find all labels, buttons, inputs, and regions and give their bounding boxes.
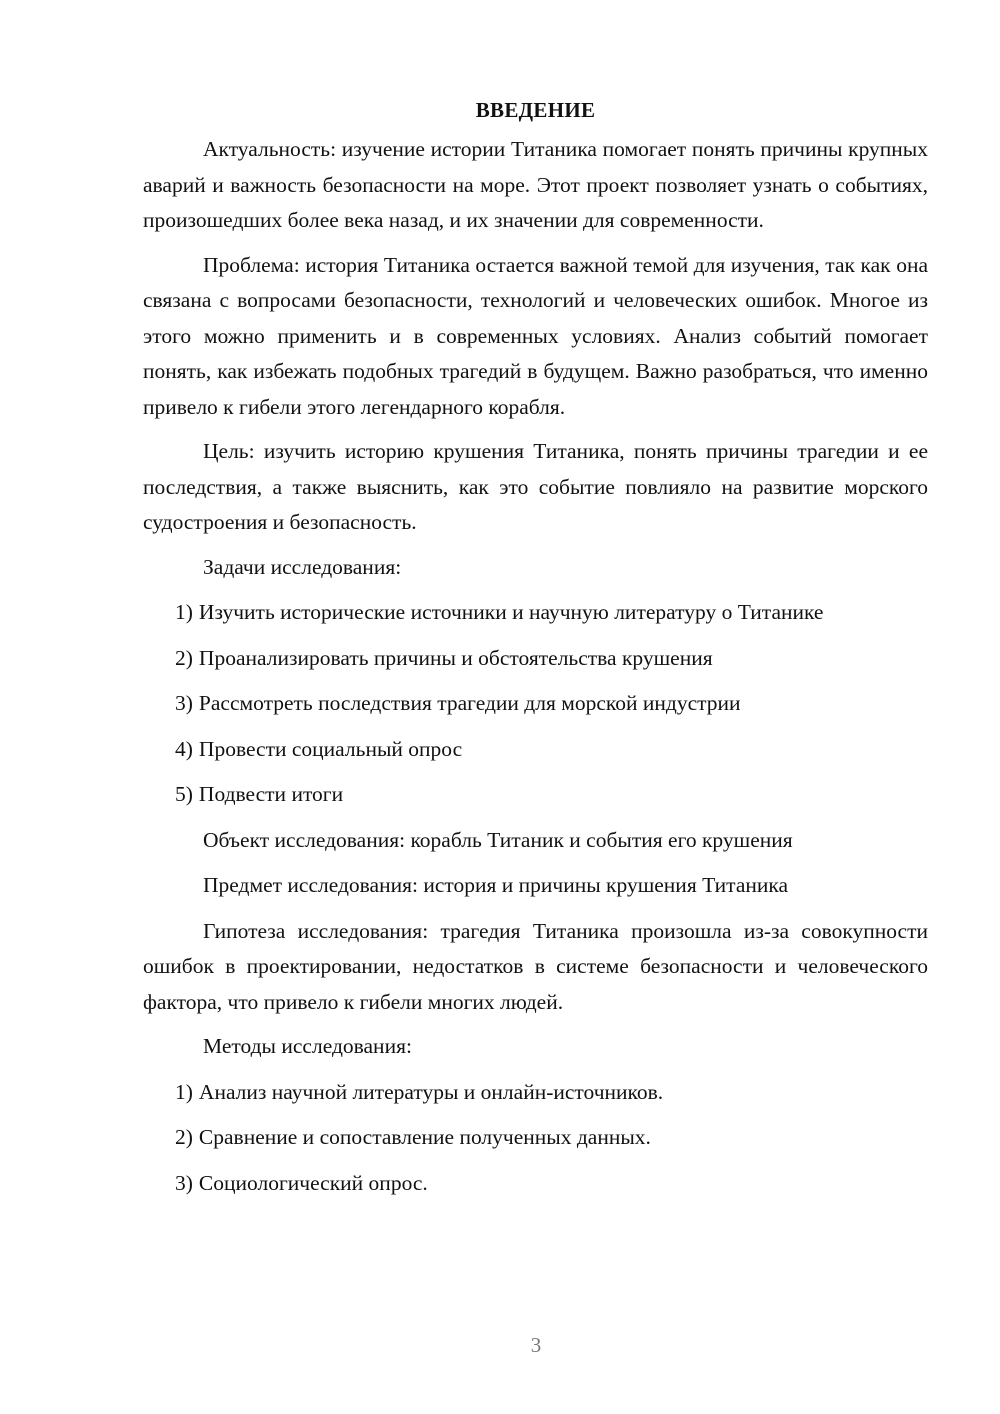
list-item-number: 2) bbox=[175, 1125, 193, 1149]
page-title: ВВЕДЕНИЕ bbox=[475, 98, 596, 122]
list-item-text: Проанализировать причины и обстоятельства крушения bbox=[198, 645, 713, 670]
object-paragraph: Объект исследования: корабль Титаник и события его крушения bbox=[203, 827, 793, 852]
list-item-text: Провести социальный опрос bbox=[198, 736, 463, 761]
list-item-number: 1) bbox=[175, 1079, 193, 1104]
document-page bbox=[143, 92, 928, 1211]
list-item-number: 5) bbox=[175, 782, 193, 806]
list-item bbox=[143, 686, 928, 722]
list-item-text: Социологический опрос. bbox=[198, 1170, 428, 1195]
methods-list bbox=[143, 1075, 928, 1202]
list-item bbox=[143, 732, 928, 768]
list-item bbox=[143, 1120, 928, 1156]
goal-paragraph: Цель: изучить историю крушения Титаника, понять причины трагедии и ее последствия, а также выяснить, как это событие повлияло на развитие морского судостроения и безопасность. bbox=[143, 439, 928, 534]
list-item-text: Рассмотреть последствия трагедии для морской индустрии bbox=[198, 691, 741, 715]
list-item bbox=[143, 641, 928, 677]
list-item-number: 4) bbox=[175, 736, 193, 761]
tasks-heading: Задачи исследования: bbox=[203, 554, 402, 579]
list-item bbox=[143, 1166, 928, 1202]
list-item-text: Сравнение и сопоставление полученных данных. bbox=[198, 1125, 651, 1149]
page-number: 3 bbox=[530, 1333, 542, 1357]
list-item bbox=[143, 1075, 928, 1111]
list-item-text: Анализ научной литературы и онлайн-источников. bbox=[198, 1079, 664, 1104]
tasks-list bbox=[143, 595, 928, 813]
relevance-paragraph: Актуальность: изучение истории Титаника помогает понять причины крупных аварий и важность безопасности на море. Этот проект позволяет узнать о событиях, произошедших более века назад, и их значении для современности. bbox=[143, 137, 928, 232]
list-item-text: Изучить исторические источники и научную литературу о Титанике bbox=[198, 600, 824, 624]
subject-paragraph: Предмет исследования: история и причины крушения Титаника bbox=[203, 873, 789, 897]
list-item-number: 3) bbox=[175, 691, 193, 715]
list-item bbox=[143, 595, 928, 631]
list-item-number: 1) bbox=[175, 600, 193, 624]
list-item bbox=[143, 777, 928, 813]
list-item-text: Подвести итоги bbox=[198, 782, 344, 806]
list-item-number: 3) bbox=[175, 1170, 193, 1195]
methods-heading: Методы исследования: bbox=[203, 1034, 412, 1058]
list-item-number: 2) bbox=[175, 645, 193, 670]
hypothesis-paragraph: Гипотеза исследования: трагедия Титаника произошла из-за совокупности ошибок в проектировании, недостатков в системе безопасности и человеческого фактора, что привело к гибели многих людей. bbox=[143, 918, 928, 1014]
problem-paragraph: Проблема: история Титаника остается важной темой для изучения, так как она связана с вопросами безопасности, технологий и человеческих ошибок. Многое из этого можно применить и в современных условиях. Анализ событий помогает понять, как избежать подобных трагедий в будущем. Важно разобраться, что именно привело к гибели этого легендарного корабля. bbox=[143, 252, 928, 419]
